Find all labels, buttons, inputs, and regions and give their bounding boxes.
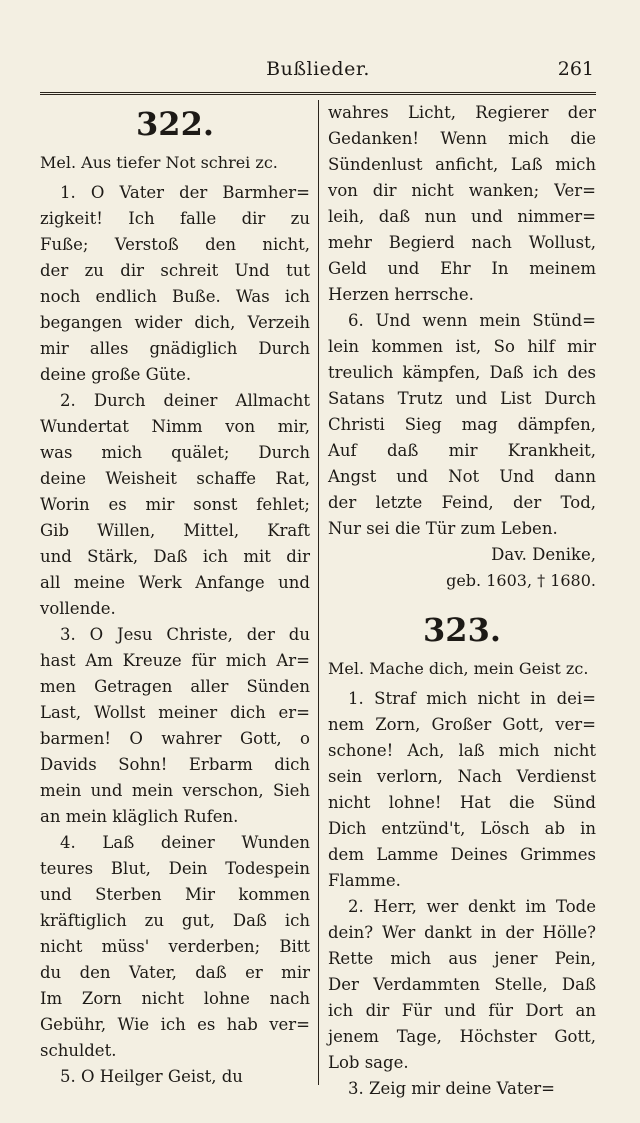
left-column: [40, 100, 310, 1090]
verse-line: Christi Sieg mag dämpfen,: [328, 415, 596, 434]
verse-line: Lob sage.: [328, 1053, 409, 1072]
hymn-number-322: 322.: [136, 105, 214, 143]
verse-line: dem Lamme Deines Grimmes: [328, 845, 596, 864]
hymn-322-melody: Mel. Aus tiefer Not schrei zc.: [40, 153, 278, 172]
verse-line: begangen wider dich, Verzeih: [40, 313, 310, 332]
verse-line: Gebühr, Wie ich es hab ver=: [40, 1015, 310, 1034]
verse-line: Wundertat Nimm von mir,: [40, 417, 310, 436]
verse-line: 1. O Vater der Barmher=: [60, 183, 310, 202]
hymn-322-author-dates: geb. 1603, † 1680.: [446, 571, 596, 590]
header-rule: [40, 92, 596, 95]
hymn-number-323: 323.: [423, 611, 501, 649]
verse-line: schuldet.: [40, 1041, 117, 1060]
verse-line: hast Am Kreuze für mich Ar=: [40, 651, 310, 670]
verse-line: ich dir Für und für Dort an: [328, 1001, 596, 1020]
verse-line: Herzen herrsche.: [328, 285, 474, 304]
verse-line: 2. Herr, wer denkt im Tode: [348, 897, 596, 916]
verse-line: Gib Willen, Mittel, Kraft: [40, 521, 310, 540]
running-title: Bußlieder.: [266, 58, 370, 80]
verse-line: vollende.: [40, 599, 116, 618]
verse-line: kräftiglich zu gut, Daß ich: [40, 911, 310, 930]
verse-line: Im Zorn nicht lohne nach: [40, 989, 310, 1008]
verse-line: Flamme.: [328, 871, 401, 890]
verse-line: Rette mich aus jener Pein,: [328, 949, 596, 968]
verse-line: Davids Sohn! Erbarm dich: [40, 755, 310, 774]
hymn-322-author: Dav. Denike,: [491, 545, 596, 564]
verse-line: barmen! O wahrer Gott, o: [40, 729, 310, 748]
verse-line: zigkeit! Ich falle dir zu: [40, 209, 310, 228]
verse-line: was mich quälet; Durch: [40, 443, 310, 462]
hymn-322-text-right: [328, 100, 596, 542]
verse-line: Gedanken! Wenn mich die: [328, 129, 596, 148]
verse-line: nicht müss' verderben; Bitt: [40, 937, 310, 956]
verse-line: Worin es mir sonst fehlet;: [40, 495, 310, 514]
page-header: [40, 58, 596, 88]
verse-line: 4. Laß deiner Wunden: [60, 833, 310, 852]
verse-line: Geld und Ehr In meinem: [328, 259, 596, 278]
verse-line: lein kommen ist, So hilf mir: [328, 337, 596, 356]
verse-line: Auf daß mir Krankheit,: [328, 441, 596, 460]
verse-line: deine Weisheit schaffe Rat,: [40, 469, 310, 488]
verse-line: mein und mein verschon, Sieh: [40, 781, 310, 800]
verse-line: 2. Durch deiner Allmacht: [60, 391, 310, 410]
verse-line: 5. O Heilger Geist, du: [60, 1067, 243, 1086]
verse-line: schone! Ach, laß mich nicht: [328, 741, 596, 760]
verse-line: leih, daß nun und nimmer=: [328, 207, 596, 226]
column-divider: [318, 100, 319, 1085]
page-number: 261: [557, 58, 594, 80]
verse-line: 1. Straf mich nicht in dei=: [348, 689, 596, 708]
verse-line: mir alles gnädiglich Durch: [40, 339, 310, 358]
verse-line: Angst und Not Und dann: [328, 467, 596, 486]
verse-line: Fuße; Verstoß den nicht,: [40, 235, 310, 254]
verse-line: mehr Begierd nach Wollust,: [328, 233, 596, 252]
verse-line: der zu dir schreit Und tut: [40, 261, 310, 280]
verse-line: deine große Güte.: [40, 365, 192, 384]
verse-line: 3. Zeig mir deine Vater=: [348, 1079, 555, 1098]
hymn-323-melody: Mel. Mache dich, mein Geist zc.: [328, 659, 589, 678]
verse-line: jenem Tage, Höchster Gott,: [328, 1027, 596, 1046]
verse-line: 6. Und wenn mein Stünd=: [348, 311, 596, 330]
verse-line: treulich kämpfen, Daß ich des: [328, 363, 596, 382]
verse-line: dein? Wer dankt in der Hölle?: [328, 923, 596, 942]
verse-line: und Stärk, Daß ich mit dir: [40, 547, 310, 566]
verse-line: du den Vater, daß er mir: [40, 963, 310, 982]
verse-line: 3. O Jesu Christe, der du: [60, 625, 310, 644]
verse-line: Last, Wollst meiner dich er=: [40, 703, 310, 722]
verse-line: von dir nicht wanken; Ver=: [328, 181, 596, 200]
verse-line: nem Zorn, Großer Gott, ver=: [328, 715, 596, 734]
verse-line: der letzte Feind, der Tod,: [328, 493, 596, 512]
verse-line: men Getragen aller Sünden: [40, 677, 310, 696]
verse-line: Sündenlust anficht, Laß mich: [328, 155, 596, 174]
hymn-322-text-left: [40, 180, 310, 1090]
verse-line: und Sterben Mir kommen: [40, 885, 310, 904]
verse-line: an mein kläglich Rufen.: [40, 807, 239, 826]
right-column: [328, 100, 596, 1102]
verse-line: all meine Werk Anfange und: [40, 573, 310, 592]
verse-line: teures Blut, Dein Todespein: [40, 859, 310, 878]
verse-line: Nur sei die Tür zum Leben.: [328, 519, 558, 538]
verse-line: Der Verdammten Stelle, Daß: [328, 975, 596, 994]
verse-line: Dich entzünd't, Lösch ab in: [328, 819, 596, 838]
hymn-323-text: [328, 686, 596, 1102]
verse-line: wahres Licht, Regierer der: [328, 103, 596, 122]
verse-line: sein verlorn, Nach Verdienst: [328, 767, 596, 786]
verse-line: Satans Trutz und List Durch: [328, 389, 596, 408]
verse-line: nicht lohne! Hat die Sünd: [328, 793, 596, 812]
verse-line: noch endlich Buße. Was ich: [40, 287, 310, 306]
